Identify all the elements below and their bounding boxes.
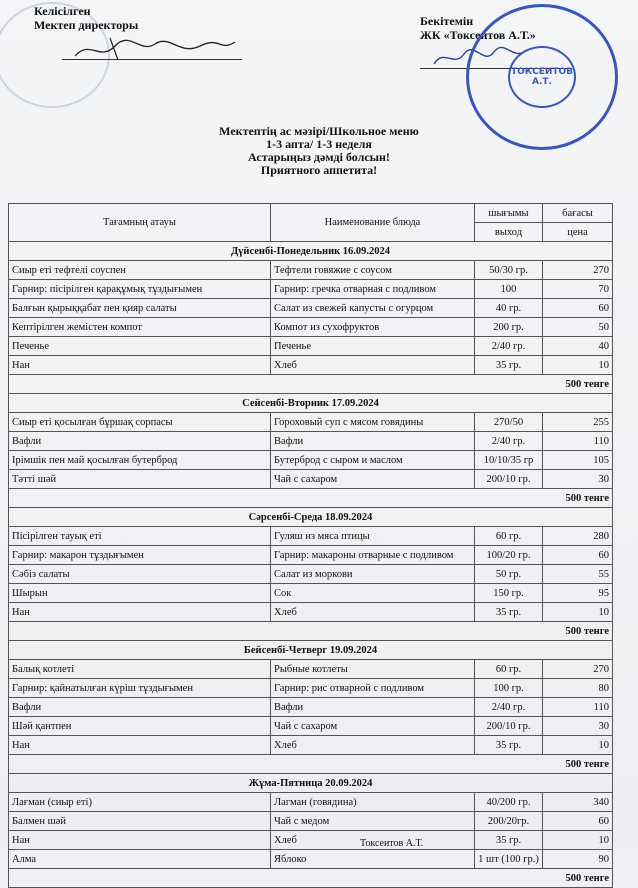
- dish-price: 50: [543, 318, 613, 337]
- dish-price: 70: [543, 280, 613, 299]
- title-line-2: 1-3 апта/ 1-3 неделя: [266, 137, 372, 151]
- dish-price: 270: [543, 660, 613, 679]
- table-row: [9, 280, 613, 299]
- table-row: [9, 470, 613, 489]
- title-line-1: Мектептің ас мәзірі/Школьное меню: [219, 124, 419, 138]
- dish-kz: Балық котлеті: [9, 660, 271, 679]
- dish-output: 150 гр.: [475, 584, 543, 603]
- dish-price: 10: [543, 356, 613, 375]
- approve-label: Бекітемін: [420, 14, 474, 28]
- dish-kz: Балмен шәй: [9, 812, 271, 831]
- col-out-kz-header: шығымы: [475, 204, 543, 223]
- title-line-4: Приятного аппетита!: [260, 163, 378, 177]
- dish-kz: Нан: [9, 831, 271, 850]
- day-title: Жұма-Пятница 20.09.2024: [9, 774, 613, 793]
- dish-kz: Тәтті шәй: [9, 470, 271, 489]
- dish-kz: Гарнир: макарон тұздығымен: [9, 546, 271, 565]
- table-row: [9, 546, 613, 565]
- dish-price: 10: [543, 603, 613, 622]
- dish-ru: Компот из сухофруктов: [271, 318, 475, 337]
- col-out-ru-header: выход: [475, 223, 543, 242]
- dish-kz: Вафли: [9, 432, 271, 451]
- table-row: [9, 679, 613, 698]
- dish-kz: Балғын қырыққабат пен қияр салаты: [9, 299, 271, 318]
- dish-output: 200 гр.: [475, 318, 543, 337]
- dish-output: 270/50: [475, 413, 543, 432]
- table-row: [9, 812, 613, 831]
- title-line-3: Астарыңыз дәмді болсын!: [248, 150, 390, 164]
- dish-ru: Гарнир: рис отварной с подливом: [271, 679, 475, 698]
- table-row: [9, 717, 613, 736]
- dish-output: 60 гр.: [475, 527, 543, 546]
- table-row: [9, 793, 613, 812]
- dish-ru: Хлеб: [271, 356, 475, 375]
- dish-kz: Кептірілген жемістен компот: [9, 318, 271, 337]
- stamp-name: ТОКСЕИТОВ А.Т.: [510, 67, 574, 87]
- left-signature: [70, 34, 240, 64]
- day-title-row: [9, 641, 613, 660]
- day-title-row: [9, 242, 613, 261]
- dish-ru: Лагман (говядина): [271, 793, 475, 812]
- dish-output: 50 гр.: [475, 565, 543, 584]
- table-row: [9, 584, 613, 603]
- table-row: [9, 318, 613, 337]
- dish-kz: Нан: [9, 736, 271, 755]
- dish-price: 60: [543, 812, 613, 831]
- dish-kz: Шәй қантпен: [9, 717, 271, 736]
- dish-kz: Пісірілген тауық еті: [9, 527, 271, 546]
- dish-output: 100 гр.: [475, 679, 543, 698]
- dish-kz: Вафли: [9, 698, 271, 717]
- dish-kz: Гарнир: қайнатылған күріш тұздығымен: [9, 679, 271, 698]
- dish-price: 270: [543, 261, 613, 280]
- col-price-ru-header: цена: [543, 223, 613, 242]
- dish-price: 55: [543, 565, 613, 584]
- dish-ru: Вафли: [271, 698, 475, 717]
- dish-ru: Хлеб: [271, 736, 475, 755]
- day-total-row: [9, 489, 613, 508]
- dish-output: 2/40 гр.: [475, 432, 543, 451]
- dish-output: 200/20гр.: [475, 812, 543, 831]
- dish-output: 2/40 гр.: [475, 337, 543, 356]
- day-total: 500 тенге: [9, 375, 613, 394]
- dish-output: 200/10 гр.: [475, 717, 543, 736]
- dish-price: 30: [543, 470, 613, 489]
- day-title-row: [9, 774, 613, 793]
- dish-output: 35 гр.: [475, 831, 543, 850]
- dish-price: 110: [543, 698, 613, 717]
- menu-table: [8, 203, 613, 888]
- day-title: Бейсенбі-Четверг 19.09.2024: [9, 641, 613, 660]
- dish-ru: Сок: [271, 584, 475, 603]
- dish-ru: Хлеб: [271, 831, 475, 850]
- dish-output: 40 гр.: [475, 299, 543, 318]
- footer-name: Токсеитов А.Т.: [360, 838, 424, 849]
- dish-output: 35 гр.: [475, 356, 543, 375]
- dish-price: 90: [543, 850, 613, 869]
- day-total: 500 тенге: [9, 755, 613, 774]
- dish-ru: Тефтели говяжие с соусом: [271, 261, 475, 280]
- day-title-row: [9, 508, 613, 527]
- day-total-row: [9, 375, 613, 394]
- dish-kz: Нан: [9, 356, 271, 375]
- dish-price: 60: [543, 546, 613, 565]
- dish-kz: Гарнир: пісірілген қарақұмық тұздығымен: [9, 280, 271, 299]
- dish-kz: Нан: [9, 603, 271, 622]
- table-row: [9, 527, 613, 546]
- ie-name-label: ЖК «Токсеитов А.Т.»: [420, 28, 536, 42]
- dish-ru: Яблоко: [271, 850, 475, 869]
- table-row: [9, 451, 613, 470]
- dish-kz: Шырын: [9, 584, 271, 603]
- dish-ru: Чай с сахаром: [271, 717, 475, 736]
- approval-left: [34, 4, 138, 32]
- dish-output: 1 шт (100 гр.): [475, 850, 543, 869]
- dish-ru: Гуляш из мяса птицы: [271, 527, 475, 546]
- col-kz-header: Тағамның атауы: [9, 204, 271, 242]
- day-total: 500 тенге: [9, 869, 613, 888]
- col-ru-header: Наименование блюда: [271, 204, 475, 242]
- day-title-row: [9, 394, 613, 413]
- dish-price: 40: [543, 337, 613, 356]
- dish-output: 40/200 гр.: [475, 793, 543, 812]
- table-row: [9, 299, 613, 318]
- header-row: [9, 204, 613, 223]
- menu-titles: [0, 125, 638, 177]
- dish-ru: Вафли: [271, 432, 475, 451]
- stamp-center: [508, 46, 576, 108]
- dish-kz: Сәбіз салаты: [9, 565, 271, 584]
- dish-ru: Чай с медом: [271, 812, 475, 831]
- table-row: [9, 736, 613, 755]
- table-row: [9, 432, 613, 451]
- dish-price: 80: [543, 679, 613, 698]
- dish-price: 30: [543, 717, 613, 736]
- day-total: 500 тенге: [9, 489, 613, 508]
- dish-price: 95: [543, 584, 613, 603]
- dish-ru: Чай с сахаром: [271, 470, 475, 489]
- table-row: [9, 413, 613, 432]
- dish-output: 50/30 гр.: [475, 261, 543, 280]
- table-row: [9, 660, 613, 679]
- table-row: [9, 356, 613, 375]
- dish-kz: Сиыр еті қосылған бұршақ сорпасы: [9, 413, 271, 432]
- day-title: Дүйсенбі-Понедельник 16.09.2024: [9, 242, 613, 261]
- dish-output: 35 гр.: [475, 736, 543, 755]
- dish-price: 10: [543, 831, 613, 850]
- dish-ru: Хлеб: [271, 603, 475, 622]
- dish-output: 60 гр.: [475, 660, 543, 679]
- table-row: [9, 698, 613, 717]
- table-row: [9, 261, 613, 280]
- dish-output: 100: [475, 280, 543, 299]
- day-title: Сейсенбі-Вторник 17.09.2024: [9, 394, 613, 413]
- dish-price: 110: [543, 432, 613, 451]
- table-row: [9, 603, 613, 622]
- dish-price: 255: [543, 413, 613, 432]
- table-row: [9, 831, 613, 850]
- dish-price: 280: [543, 527, 613, 546]
- dish-ru: Печенье: [271, 337, 475, 356]
- dish-ru: Салат из свежей капусты с огурцом: [271, 299, 475, 318]
- table-row: [9, 565, 613, 584]
- dish-ru: Рыбные котлеты: [271, 660, 475, 679]
- dish-price: 60: [543, 299, 613, 318]
- dish-output: 2/40 гр.: [475, 698, 543, 717]
- dish-price: 105: [543, 451, 613, 470]
- col-price-kz-header: бағасы: [543, 204, 613, 223]
- day-total: 500 тенге: [9, 622, 613, 641]
- dish-kz: Печенье: [9, 337, 271, 356]
- table-row: [9, 850, 613, 869]
- dish-output: 200/10 гр.: [475, 470, 543, 489]
- dish-kz: Лағман (сиыр еті): [9, 793, 271, 812]
- dish-output: 35 гр.: [475, 603, 543, 622]
- dish-ru: Гарнир: гречка отварная с подливом: [271, 280, 475, 299]
- school-director-label: Мектеп директоры: [34, 18, 139, 32]
- dish-price: 10: [543, 736, 613, 755]
- day-title: Сәрсенбі-Среда 18.09.2024: [9, 508, 613, 527]
- dish-ru: Гороховый суп с мясом говядины: [271, 413, 475, 432]
- table-row: [9, 337, 613, 356]
- day-total-row: [9, 622, 613, 641]
- day-total-row: [9, 869, 613, 888]
- dish-kz: Сиыр еті тефтелі соуспен: [9, 261, 271, 280]
- dish-price: 340: [543, 793, 613, 812]
- dish-output: 10/10/35 гр: [475, 451, 543, 470]
- dish-ru: Гарнир: макароны отварные с подливом: [271, 546, 475, 565]
- dish-kz: Ірімшік пен май қосылған бутерброд: [9, 451, 271, 470]
- dish-output: 100/20 гр.: [475, 546, 543, 565]
- agreed-label: Келісілген: [34, 4, 91, 18]
- dish-kz: Алма: [9, 850, 271, 869]
- day-total-row: [9, 755, 613, 774]
- dish-ru: Салат из моркови: [271, 565, 475, 584]
- dish-ru: Бутерброд с сыром и маслом: [271, 451, 475, 470]
